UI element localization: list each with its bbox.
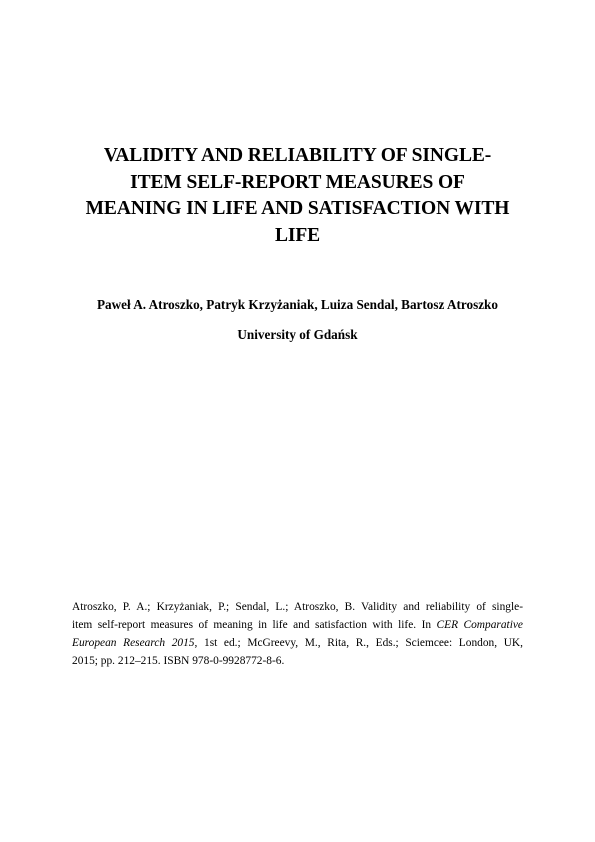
title-line: ITEM SELF-REPORT MEASURES OF <box>130 171 465 193</box>
citation-text: 2015; pp. 212–215. ISBN 978-0-9928772-8-6. <box>72 655 285 668</box>
author-list: Paweł A. Atroszko, Patryk Krzyżaniak, Luiza Sendal, Bartosz Atroszko <box>97 297 498 312</box>
citation-line <box>72 598 523 616</box>
citation-text: item self-report measures of meaning in life and satisfaction with life. In <box>72 619 437 632</box>
paper-title <box>60 143 535 249</box>
citation-line <box>72 634 523 652</box>
journal-title: CER Comparative <box>436 619 523 632</box>
citation-text: Atroszko, P. A.; Krzyżaniak, P.; Sendal, L.; Atroszko, B. Validity and reliability of single- <box>72 601 523 613</box>
title-line: VALIDITY AND RELIABILITY OF SINGLE- <box>103 145 492 166</box>
title-line: LIFE <box>274 224 321 246</box>
citation-block <box>72 598 523 670</box>
journal-title: European Research 2015 <box>72 637 195 650</box>
affiliation: University of Gdańsk <box>237 327 358 342</box>
citation-text: , 1st ed.; McGreevy, M., Rita, R., Eds.; Sciemcee: London, UK, <box>194 637 524 650</box>
title-line: MEANING IN LIFE AND SATISFACTION WITH <box>85 198 510 219</box>
citation-line <box>72 616 523 634</box>
citation-line <box>72 652 523 670</box>
